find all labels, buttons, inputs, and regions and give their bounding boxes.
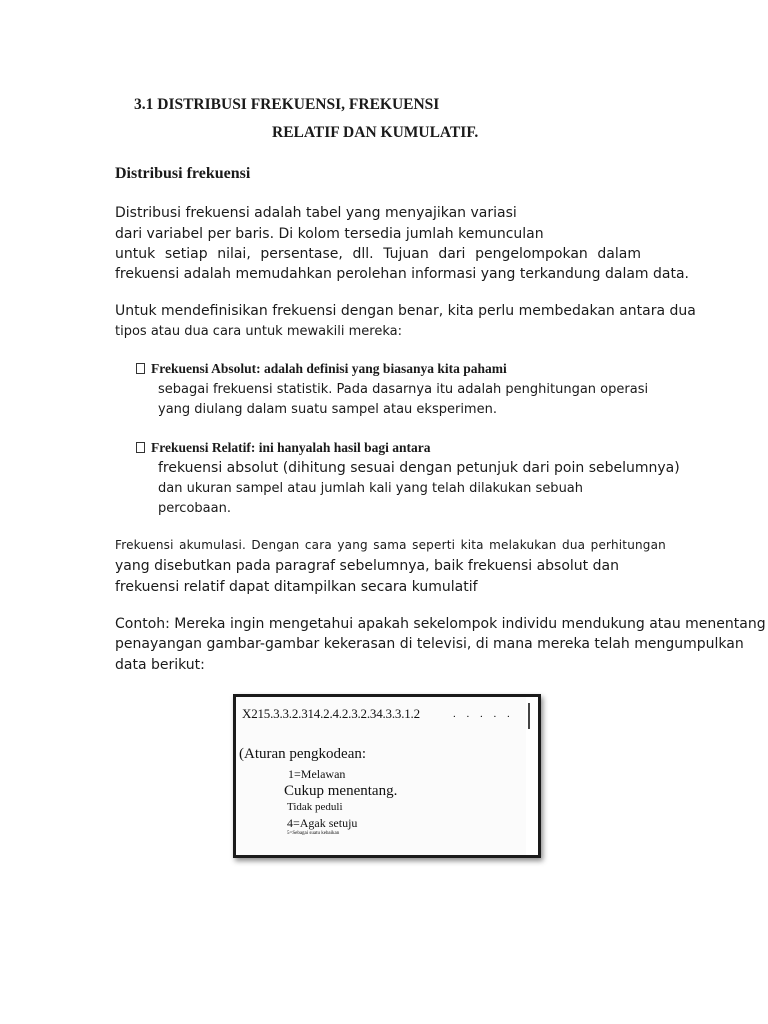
paragraph-line: dari variabel per baris. Di kolom tersedia jumlah kemunculan	[115, 226, 544, 242]
data-dots: . . . . .	[453, 708, 514, 720]
bullet-heading: Frekuensi Relatif: ini hanyalah hasil bagi antara	[151, 440, 431, 455]
bullet-item-relative	[136, 439, 431, 457]
code-item: 4=Agak setuju	[287, 816, 358, 830]
bullet-text-line: sebagai frekuensi statistik. Pada dasarnya itu adalah penghitungan operasi	[158, 382, 649, 397]
paragraph-line: data berikut:	[115, 657, 205, 673]
paragraph-line: frekuensi adalah memudahkan perolehan informasi yang terkandung dalam data.	[115, 266, 689, 282]
page-title-line2: RELATIF DAN KUMULATIF.	[272, 124, 479, 141]
paragraph-line: Untuk mendefinisikan frekuensi dengan benar, kita perlu membedakan antara dua	[115, 303, 696, 319]
paragraph-line: untuk setiap nilai, persentase, dll. Tujuan dari pengelompokan dalam	[115, 246, 641, 262]
paragraph-line: yang disebutkan pada paragraf sebelumnya, baik frekuensi absolut dan	[115, 558, 619, 574]
code-item: Tidak peduli	[287, 801, 343, 813]
code-item: Cukup menentang.	[284, 783, 398, 799]
bullet-item-absolute	[136, 360, 507, 378]
bullet-text-line: dan ukuran sampel atau jumlah kali yang telah dilakukan sebuah	[158, 481, 584, 496]
coding-heading: (Aturan pengkodean:	[239, 746, 367, 762]
example-data-image	[233, 694, 541, 858]
bullet-text-line: yang diulang dalam suatu sampel atau eksperimen.	[158, 402, 497, 417]
code-item: 1=Melawan	[288, 767, 346, 781]
paragraph-line: frekuensi relatif dapat ditampilkan secara kumulatif	[115, 579, 478, 595]
image-edge-mark	[528, 703, 530, 729]
data-sequence: X215.3.3.2.314.2.4.2.3.2.34.3.3.1.2	[242, 706, 420, 721]
bullet-box-icon	[136, 442, 145, 453]
paragraph-line: Distribusi frekuensi adalah tabel yang menyajikan variasi	[115, 205, 517, 221]
bullet-box-icon	[136, 363, 145, 374]
paragraph-line: penayangan gambar-gambar kekerasan di televisi, di mana mereka telah mengumpulkan	[115, 636, 744, 652]
section-subheading: Distribusi frekuensi	[115, 165, 251, 182]
bullet-text-line: frekuensi absolut (dihitung sesuai dengan petunjuk dari poin sebelumnya)	[158, 460, 680, 476]
paragraph-line: Contoh: Mereka ingin mengetahui apakah sekelompok individu mendukung atau menentang	[115, 616, 766, 632]
paragraph-line: Frekuensi akumulasi. Dengan cara yang sama seperti kita melakukan dua perhitungan	[115, 538, 666, 552]
page-title-line1: 3.1 DISTRIBUSI FREKUENSI, FREKUENSI	[134, 96, 440, 113]
paragraph-line: tipos atau dua cara untuk mewakili mereka:	[115, 324, 402, 339]
bullet-heading: Frekuensi Absolut: adalah definisi yang biasanya kita pahami	[151, 361, 507, 376]
bullet-text-line: percobaan.	[158, 501, 231, 516]
code-item: 5=Sebagai suatu kebaikan	[287, 831, 340, 836]
